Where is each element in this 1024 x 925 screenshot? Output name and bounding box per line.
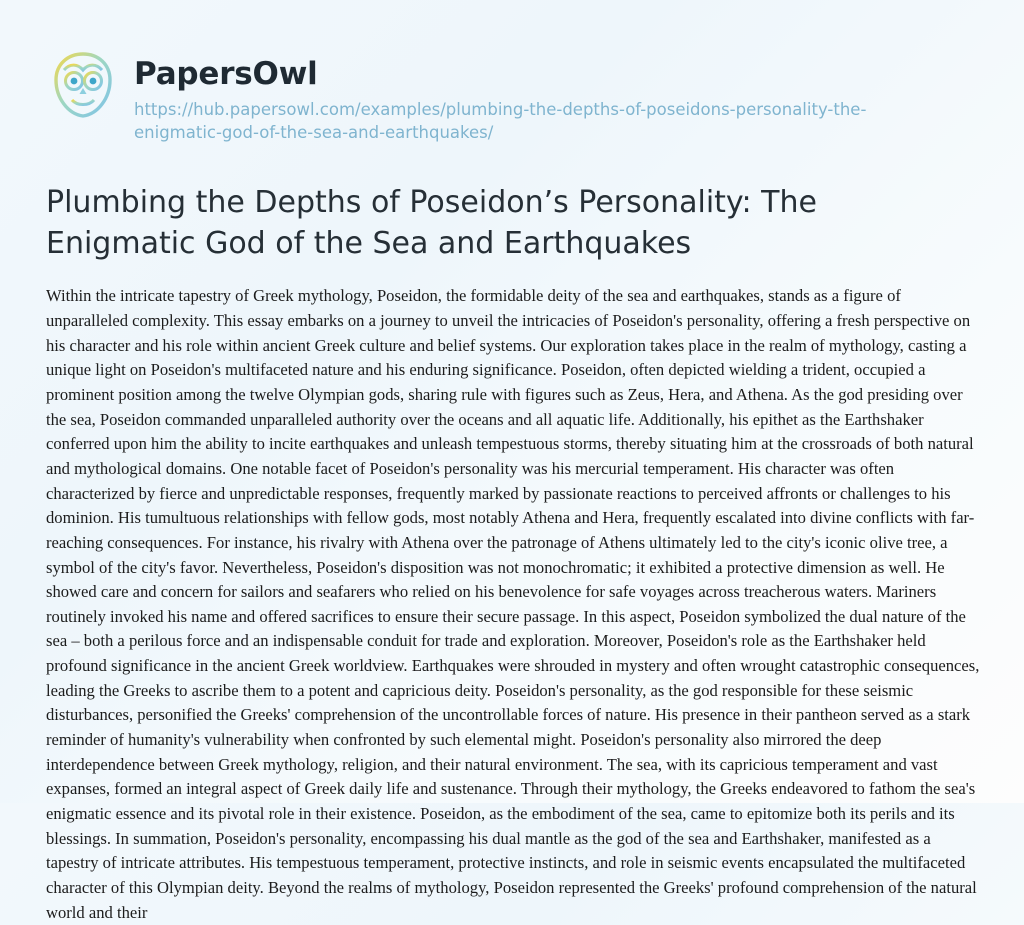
brand-block xyxy=(134,46,904,145)
site-header xyxy=(44,46,980,145)
page-title: Plumbing the Depths of Poseidon’s Personality: The Enigmatic God of the Sea and Earthquakes xyxy=(46,185,817,261)
article-paragraph: Within the intricate tapestry of Greek mythology, Poseidon, the formidable deity of the sea and earthquakes, stands as a figure of unparalleled complexity. This essay embarks on a journey to unveil the intricacies of Poseidon's personality, offering a fresh perspective on his character and his role within ancient Greek culture and belief systems. Our exploration takes place in the realm of mythology, casting a unique light on Poseidon's multifaceted nature and his enduring significance. Poseidon, often depicted wielding a trident, occupied a prominent position among the twelve Olympian gods, sharing rule with figures such as Zeus, Hera, and Athena. As the god presiding over the sea, Poseidon commanded unparalleled authority over the oceans and all aquatic life. Additionally, his epithet as the Earthshaker conferred upon him the ability to incite earthquakes and unleash tempestuous storms, thereby situating him at the crossroads of both natural and mythological domains. One notable facet of Poseidon's personality was his mercurial temperament. His character was often characterized by fierce and unpredictable responses, frequently marked by passionate reactions to perceived affronts or challenges to his dominion. His tumultuous relationships with fellow gods, most notably Athena and Hera, frequently escalated into divine conflicts with far-reaching consequences. For instance, his rivalry with Athena over the patronage of Athens ultimately led to the city's iconic olive tree, a symbol of the city's favor. Nevertheless, Poseidon's disposition was not monochromatic; it exhibited a protective dimension as well. He showed care and concern for sailors and seafarers who relied on his benevolence for safe voyages across treacherous waters. Mariners routinely invoked his name and offered sacrifices to ensure their secure passage. In this aspect, Poseidon symbolized the dual nature of the sea – both a perilous force and an indispensable conduit for trade and exploration. Moreover, Poseidon's role as the Earthshaker held profound significance in the ancient Greek worldview. Earthquakes were shrouded in mystery and often wrought catastrophic consequences, leading the Greeks to ascribe them to a potent and capricious deity. Poseidon's personality, as the god responsible for these seismic disturbances, personified the Greeks' comprehension of the uncontrollable forces of nature. His presence in their pantheon served as a stark reminder of humanity's vulnerability when confronted by such elemental might. Poseidon's personality also mirrored the deep interdependence between Greek mythology, religion, and their natural environment. The sea, with its capricious temperament and vast expanses, formed an integral aspect of Greek daily life and sustenance. Through their mythology, the Greeks endeavored to fathom the sea's enigmatic essence and its pivotal role in their existence. Poseidon, as the embodiment of the sea, came to epitomize both its perils and its blessings. In summation, Poseidon's personality, encompassing his dual mantle as the god of the sea and Earthshaker, manifested as a tapestry of intricate attributes. His tempestuous temperament, protective instincts, and role in seismic events encapsulated the multifaceted character of this Olympian deity. Beyond the realms of mythology, Poseidon represented the Greeks' profound comprehension of the natural world and their xyxy=(46,286,980,922)
source-url[interactable]: https://hub.papersowl.com/examples/plumbing-the-depths-of-poseidons-personality-the-enigmatic-god-of-the-sea-and-earthquakes/ xyxy=(134,99,867,143)
brand-name: PapersOwl xyxy=(134,56,318,92)
owl-logo-icon xyxy=(48,50,118,120)
article-body xyxy=(44,284,980,925)
